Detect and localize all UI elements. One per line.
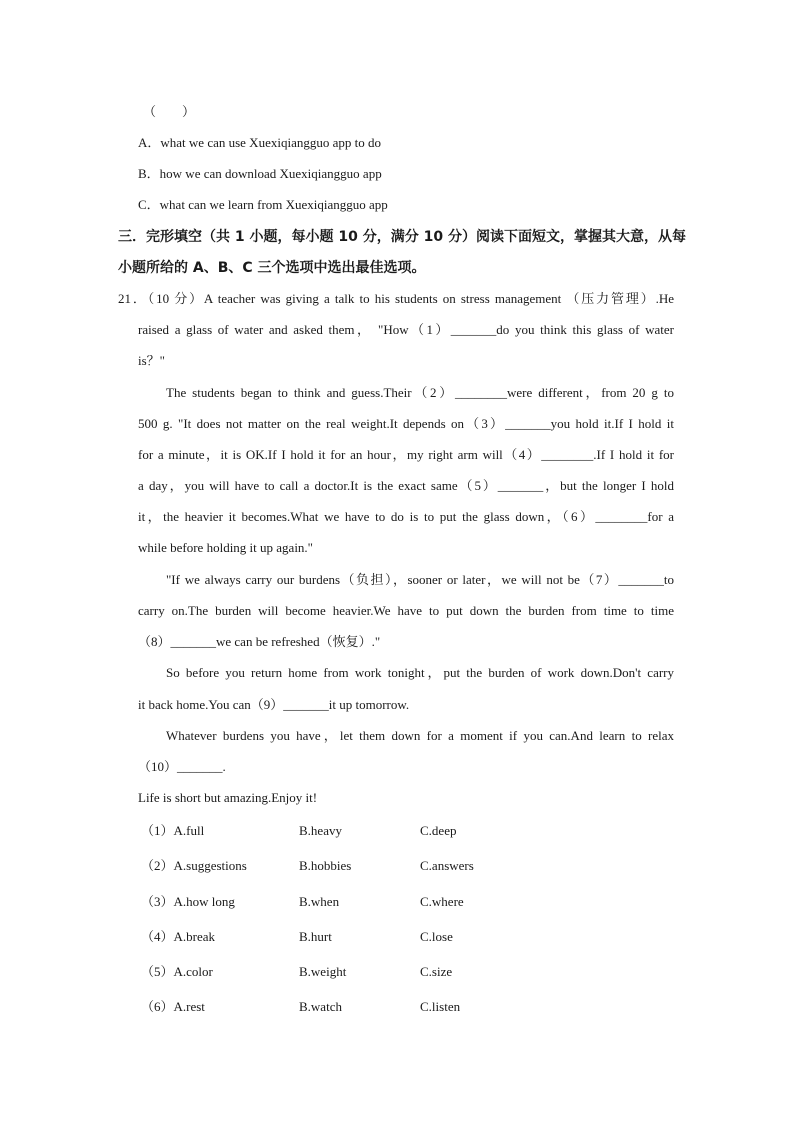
choice-b: B.when bbox=[299, 894, 340, 909]
section-heading-line1: 三．完形填空（共 1 小题，每小题 10 分，满分 10 分）阅读下面短文，掌握其大意，从每 bbox=[118, 229, 686, 245]
q21-line: it，the heavier it becomes.What we have to do is to put the glass down，（6）________for a bbox=[138, 509, 674, 524]
option-b: B．how we can download Xuexiqiangguo app bbox=[138, 166, 382, 181]
q21-line: So before you return home from work tonight，put the burden of work down.Don't carry bbox=[166, 665, 674, 680]
q21-line: Life is short but amazing.Enjoy it! bbox=[138, 790, 318, 805]
choice-b: B.watch bbox=[299, 999, 342, 1014]
choice-a: （2）A.suggestions bbox=[141, 858, 247, 873]
choice-a: （4）A.break bbox=[141, 929, 216, 944]
q21-line: 500 g. "It does not matter on the real weight.It depends on（3）_______you hold it.If I hold it bbox=[138, 416, 674, 431]
option-a: A．what we can use Xuexiqiangguo app to do bbox=[138, 135, 381, 150]
q21-line: is？" bbox=[138, 353, 165, 368]
choice-c: C.deep bbox=[420, 823, 457, 838]
q21-line: raised a glass of water and asked them， "How（1）_______do you think this glass of water bbox=[138, 322, 674, 337]
choice-b: B.weight bbox=[299, 964, 347, 979]
choice-c: C.size bbox=[420, 964, 453, 979]
q21-line: "If we always carry our burdens（负担），sooner or later，we will not be（7）_______to bbox=[166, 572, 674, 587]
choice-c: C.answers bbox=[420, 858, 474, 873]
q21-line: carry on.The burden will become heavier.We have to put down the burden from time to time bbox=[138, 603, 674, 618]
q21-line: a day，you will have to call a doctor.It is the exact same（5）_______，but the longer I hold bbox=[138, 478, 674, 493]
choice-c: C.lose bbox=[420, 929, 453, 944]
q21-line: （10）_______. bbox=[138, 759, 226, 774]
choice-a: （3）A.how long bbox=[141, 894, 235, 909]
q21-line: Whatever burdens you have，let them down for a moment if you can.And learn to relax bbox=[166, 728, 674, 743]
q21-line: while before holding it up again." bbox=[138, 540, 313, 555]
choice-a: （1）A.full bbox=[141, 823, 205, 838]
option-c: C．what can we learn from Xuexiqiangguo app bbox=[138, 197, 388, 212]
q21-line: it back home.You can（9）_______it up tomorrow. bbox=[138, 697, 410, 712]
choice-c: C.where bbox=[420, 894, 464, 909]
choice-c: C.listen bbox=[420, 999, 461, 1014]
choice-b: B.hobbies bbox=[299, 858, 352, 873]
q21-line: for a minute，it is OK.If I hold it for an hour，my right arm will（4）________.If I hold it for bbox=[138, 447, 674, 462]
section-heading-line2: 小题所给的 A、B、C 三个选项中选出最佳选项。 bbox=[118, 260, 426, 276]
choice-a: （6）A.rest bbox=[141, 999, 205, 1014]
choice-b: B.heavy bbox=[299, 823, 342, 838]
choice-a: （5）A.color bbox=[141, 964, 213, 979]
q21-line: The students began to think and guess.Their（2）________were different，from 20 g to bbox=[166, 385, 674, 400]
q21-line: 21．（10 分）A teacher was giving a talk to his students on stress management （压力管理）.He bbox=[118, 291, 674, 306]
choice-b: B.hurt bbox=[299, 929, 332, 944]
answer-bracket: （ ） bbox=[143, 104, 196, 119]
q21-line: （8）_______we can be refreshed（恢复）." bbox=[138, 634, 381, 649]
